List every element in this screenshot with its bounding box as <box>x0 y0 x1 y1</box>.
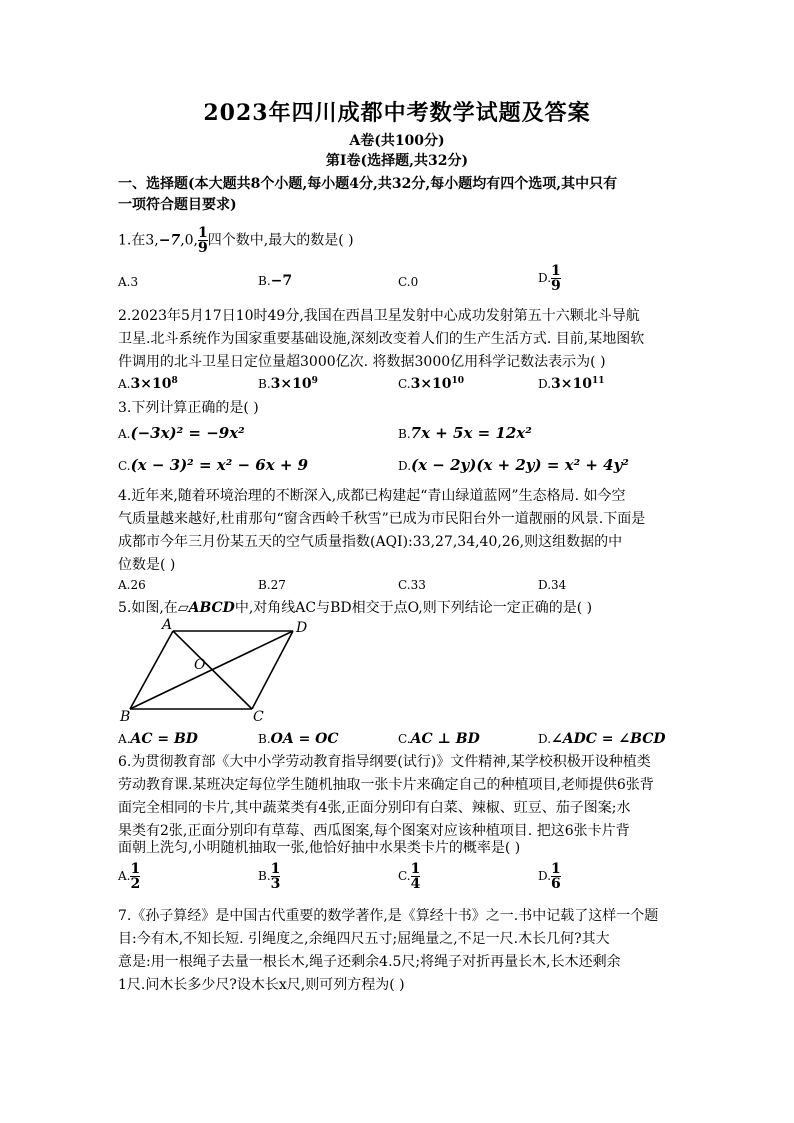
question-4-line1: 4.近年来,随着环境治理的不断深入,成都已构建起“青山绿道蓝网”生态格局. 如今空 <box>118 488 626 504</box>
q6-d-fraction <box>551 862 561 891</box>
q5-c-expr: AC ⊥ BD <box>410 731 480 747</box>
q2-a-label: A. <box>118 377 131 391</box>
q3-a-label: A. <box>118 427 131 441</box>
q5-text-post: 中,对角线AC与BD相交于点O,则下列结论一定正确的是( ) <box>234 600 593 616</box>
q6-c-den: 4 <box>410 876 421 892</box>
question-5 <box>118 598 678 618</box>
question-6-line3: 面完全相同的卡片,其中蔬菜类有4张,正面分别印有白菜、辣椒、豇豆、茄子图案;水 <box>118 800 631 816</box>
q5-b-expr: OA = OC <box>270 731 339 747</box>
q6-option-b[interactable] <box>258 862 280 891</box>
question-2-line2: 卫星.北斗系统作为国家重要基础设施,深刻改变着人们的生产生活方式. 目前,某地图软 <box>118 331 645 347</box>
q3-c-expr: (x − 3)² = x² − 6x + 9 <box>130 456 309 474</box>
q2-option-b[interactable] <box>258 376 318 392</box>
q4-option-d[interactable]: D.34 <box>538 578 567 592</box>
q2-d-label: D. <box>538 377 552 391</box>
q1-text-post: 四个数中,最大的数是( ) <box>207 232 354 249</box>
q6-d-num: 1 <box>551 861 561 877</box>
question-7-line4: 1尺.问木长多少尺?设木长x尺,则可列方程为( ) <box>118 977 405 993</box>
q5-option-a[interactable] <box>118 731 198 747</box>
question-4-line2: 气质量越来越好,杜甫那句“窗含西岭千秋雪”已成为市民阳台外一道靓丽的风景.下面是 <box>118 511 646 527</box>
q5-d-label: D. <box>538 732 552 746</box>
volume-heading: A卷(共100分) <box>349 133 445 149</box>
vertex-label-d: D <box>296 620 308 636</box>
parallelogram-diagram <box>118 617 318 723</box>
page-title: 2023年四川成都中考数学试题及答案 <box>203 100 591 126</box>
q6-b-den: 3 <box>270 876 281 892</box>
q1-frac-den: 9 <box>198 240 208 256</box>
q4-option-a[interactable]: A.26 <box>118 578 146 592</box>
question-2-line3: 件调用的北斗卫星日定位量超3000亿次. 将数据3000亿用科学记数法表示为( ) <box>118 354 606 370</box>
q6-a-label: A. <box>118 869 131 883</box>
question-7-line1: 7.《孙子算经》是中国古代重要的数学著作,是《算经十书》之一.书中记载了这样一个题 <box>118 908 659 924</box>
q1-text-pre: 1.在3, <box>118 232 159 249</box>
q5-option-b[interactable] <box>258 731 339 747</box>
q1-option-a[interactable]: A.3 <box>118 275 139 289</box>
q6-b-label: B. <box>258 869 271 883</box>
q3-b-label: B. <box>398 427 411 441</box>
q3-b-expr: 7x + 5x = 12x² <box>410 424 532 442</box>
q3-option-a[interactable] <box>118 424 245 442</box>
q6-option-d[interactable] <box>538 862 561 891</box>
q6-a-fraction <box>130 862 140 891</box>
q2-d-base: 3×10 <box>551 376 592 392</box>
q1-option-d[interactable] <box>538 264 561 293</box>
q1-d-label: D. <box>538 271 552 285</box>
q6-d-label: D. <box>538 869 552 883</box>
q3-option-c[interactable] <box>118 456 308 474</box>
q2-b-label: B. <box>258 377 271 391</box>
q6-d-den: 6 <box>551 876 561 892</box>
part-heading: 第Ⅰ卷(选择题,共32分) <box>325 153 469 169</box>
q3-d-label: D. <box>398 459 412 473</box>
question-2-line1: 2.2023年5月17日10时49分,我国在西昌卫星发射中心成功发射第五十六颗北斗导航 <box>118 308 640 324</box>
q6-b-num: 1 <box>270 861 281 877</box>
q1-neg7: −7 <box>158 232 181 249</box>
center-label-o: O <box>194 657 206 673</box>
q6-c-label: C. <box>398 869 411 883</box>
q3-a-expr: (−3x)² = −9x² <box>130 424 245 442</box>
q1-text-mid: ,0, <box>180 232 199 249</box>
q6-a-den: 2 <box>130 876 141 892</box>
q1-option-c[interactable]: C.0 <box>398 275 419 289</box>
q1-d-fraction <box>551 264 561 293</box>
question-4-line3: 成都市今年三月份某五天的空气质量指数(AQI):33,27,34,40,26,则这组数据的中 <box>118 534 623 550</box>
question-7-line2: 目:今有木,不知长短. 引绳度之,余绳四尺五寸;屈绳量之,不足一尺.木长几何?其大 <box>118 931 610 947</box>
q6-option-a[interactable] <box>118 862 140 891</box>
question-6-line2: 劳动教育课.某班决定每位学生随机抽取一张卡片来确定自己的种植项目,老师提供6张背 <box>118 777 654 793</box>
q5-text-pre: 5.如图,在 <box>118 600 178 616</box>
q5-option-d[interactable] <box>538 731 665 747</box>
question-6-line5: 面朝上洗匀,小明随机抽取一张,他恰好抽中水果类卡片的概率是( ) <box>118 840 521 856</box>
q2-a-base: 3×10 <box>130 376 172 392</box>
q6-c-num: 1 <box>410 861 421 877</box>
q2-c-base: 3×10 <box>410 376 452 392</box>
q2-option-a[interactable] <box>118 376 178 392</box>
q3-c-label: C. <box>118 459 131 473</box>
q2-a-exp: 8 <box>171 376 178 386</box>
section-heading-line1: 一、选择题(本大题共8个小题,每小题4分,共32分,每小题均有四个选项,其中只有 <box>118 176 618 192</box>
diagonal-bd <box>130 631 293 709</box>
q1-b-value: −7 <box>270 273 293 289</box>
q6-b-fraction <box>271 862 281 891</box>
q1-frac-num: 1 <box>198 225 208 241</box>
q5-c-label: C. <box>398 732 411 746</box>
q4-option-b[interactable]: B.27 <box>258 578 286 592</box>
q1-b-label: B. <box>258 274 271 288</box>
edge-ba <box>130 631 173 709</box>
q2-option-c[interactable] <box>398 376 464 392</box>
section-heading-line2: 一项符合题目要求) <box>118 197 237 213</box>
q5-parallelogram-symbol: ▱ABCD <box>177 600 235 616</box>
vertex-label-b: B <box>120 709 131 723</box>
vertex-label-a: A <box>162 617 173 633</box>
q1-option-b[interactable] <box>258 273 292 289</box>
q3-option-b[interactable] <box>398 424 532 442</box>
q2-option-d[interactable] <box>538 376 605 392</box>
q2-c-label: C. <box>398 377 411 391</box>
q4-option-c[interactable]: C.33 <box>398 578 426 592</box>
question-4-line4: 位数是( ) <box>118 557 176 573</box>
q6-a-num: 1 <box>130 861 141 877</box>
q6-c-fraction <box>411 862 421 891</box>
q2-c-exp: 10 <box>451 376 465 386</box>
q5-b-label: B. <box>258 732 271 746</box>
question-6-line1: 6.为贯彻教育部《大中小学劳动教育指导纲要(试行)》文件精神,某学校积极开设种植类 <box>118 754 651 770</box>
q2-b-exp: 9 <box>311 376 318 386</box>
q5-a-expr: AC = BD <box>130 731 198 747</box>
q1-d-den: 9 <box>551 278 561 294</box>
q3-d-expr: (x − 2y)(x + 2y) = x² + 4y² <box>411 456 629 474</box>
q6-option-c[interactable] <box>398 862 420 891</box>
q2-d-exp: 11 <box>591 376 605 386</box>
q5-option-c[interactable] <box>398 731 480 747</box>
question-6-line4: 果类有2张,正面分别印有草莓、西瓜图案,每个图案对应该种植项目. 把这6张卡片背 <box>118 823 630 839</box>
edge-dc <box>252 631 293 709</box>
q1-fraction <box>198 226 208 255</box>
q5-d-expr: ∠ADC = ∠BCD <box>551 731 666 747</box>
q5-a-label: A. <box>118 732 131 746</box>
q3-option-d[interactable] <box>398 456 629 474</box>
question-1 <box>118 226 678 255</box>
q1-d-num: 1 <box>551 263 561 279</box>
vertex-label-c: C <box>253 709 264 723</box>
q2-b-base: 3×10 <box>270 376 312 392</box>
question-7-line3: 意是:用一根绳子去量一根长木,绳子还剩余4.5尺;将绳子对折再量长木,长木还剩余 <box>118 954 621 970</box>
question-3: 3.下列计算正确的是( ) <box>118 400 259 416</box>
